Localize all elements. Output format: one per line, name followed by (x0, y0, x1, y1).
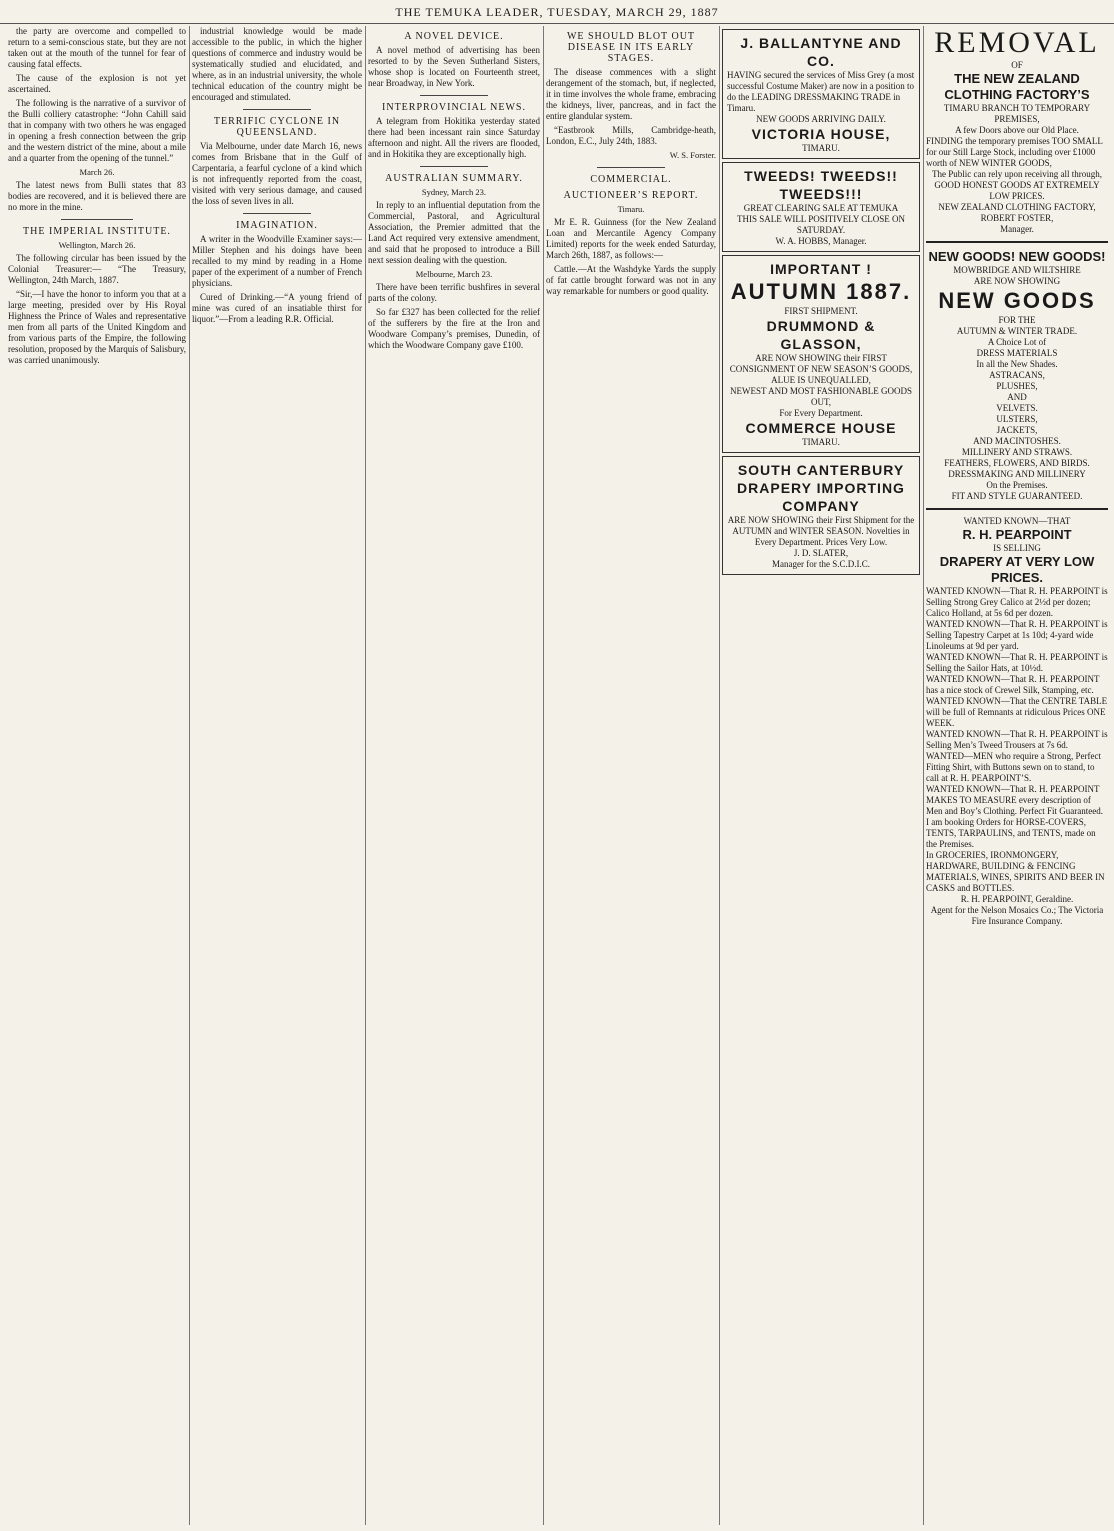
ad-text: In all the New Shades. (976, 359, 1058, 369)
ad-text: DRESSMAKING AND MILLINERY (948, 469, 1086, 479)
ad-text: I am booking Orders for HORSE-COVERS, TENTS, TARPAULINS, and TENTS, made on the Premises. (926, 817, 1096, 849)
ad-heading: REMOVAL (934, 26, 1100, 59)
ad-text: On the Premises. (986, 480, 1048, 490)
article-text: The latest news from Bulli states that 83 bodies are recovered, and it is believed there are no more in the mine. (8, 180, 186, 212)
ad-text: Manager for the S.C.D.I.C. (772, 559, 870, 569)
article-text: So far £327 has been collected for the relief of the sufferers by the fire at the Iron and Woodware Company’s premises, Dunedin, of which the Woodware Company gave £100. (368, 307, 540, 350)
article-heading: COMMERCIAL. (590, 174, 672, 185)
article-text: A novel method of advertising has been resorted to by the Seven Sutherland Sisters, whose shop is located on Fourteenth street, near Broadway, in New York. (368, 45, 540, 88)
ad-heading: SOUTH CANTERBURY DRAPERY IMPORTING COMPANY (737, 462, 905, 514)
ballantyne-ad (722, 29, 920, 159)
article-heading: THE IMPERIAL INSTITUTE. (23, 226, 171, 237)
article-heading: INTERPROVINCIAL NEWS. (382, 102, 526, 113)
ad-text: TIMARU. (802, 143, 840, 153)
ad-text: THIS SALE WILL POSITIVELY CLOSE ON SATURDAY. (736, 214, 905, 235)
ad-text: GREAT CLEARING SALE AT TEMUKA (743, 203, 899, 213)
article-text: Cured of Drinking.—“A young friend of mine was cured of an insatiable thirst for liquor.”—From a leading R.R. Official. (192, 292, 362, 324)
ad-heading: VICTORIA HOUSE, (751, 126, 891, 142)
ad-heading: TWEEDS! TWEEDS!! TWEEDS!!! (744, 168, 898, 202)
ad-heading: J. BALLANTYNE AND CO. (740, 35, 902, 69)
ad-heading: IMPORTANT ! (770, 261, 872, 277)
ad-text: ARE NOW SHOWING (973, 276, 1061, 286)
article-text: The disease commences with a slight derangement of the stomach, but, if neglected, it in time involves the whole frame, embracing the kidneys, liver, pancreas, and in fact the entire glandular system. (546, 67, 716, 121)
article-subheading: AUCTIONEER’S REPORT. (563, 190, 699, 201)
ad-text: The Public can rely upon receiving all through, GOOD HONEST GOODS AT EXTREMELY LOW PRICES. (932, 169, 1102, 201)
ad-text: A Choice Lot of (987, 337, 1047, 347)
ad-text: AND MACINTOSHES. (973, 436, 1061, 446)
article-text: “Eastbrook Mills, Cambridge-heath, London, E.C., July 24th, 1883. (546, 125, 716, 146)
ad-text: WANTED—MEN who require a Strong, Perfect Fitting Shirt, with Buttons sewn on to stand, to call at R. H. PEARPOINT’S. (926, 751, 1101, 783)
article-text: Mr E. R. Guinness (for the New Zealand Loan and Mercantile Agency Company Limited) reports for the week ended Saturday, March 26th, 1887, as follows:— (546, 217, 716, 260)
column-1 (8, 26, 186, 1525)
dateline: March 26. (79, 167, 115, 177)
pearpoint-ad (926, 516, 1108, 927)
article-text: the party are overcome and compelled to return to a semi-conscious state, but they are not taken out at the mouth of the tunnel for fear of causing fatal effects. (8, 26, 186, 69)
ad-text: FEATHERS, FLOWERS, AND BIRDS. (944, 458, 1090, 468)
ad-text: FOR THE (998, 315, 1036, 325)
ad-text: Manager. (1000, 224, 1034, 234)
ad-text: JACKETS, (996, 425, 1038, 435)
ad-text: ARE NOW SHOWING their First Shipment for the AUTUMN and WINTER SEASON. Novelties in Every Department. Prices Very Low. (727, 515, 915, 547)
signature: W. S. Forster. (669, 150, 716, 160)
ad-text: ULSTERS, (996, 414, 1038, 424)
column-2 (192, 26, 362, 1525)
ad-heading: COMMERCE HOUSE (745, 420, 897, 436)
article-heading: WE SHOULD BLOT OUT DISEASE IN ITS EARLY STAGES. (566, 31, 696, 64)
ad-text: A few Doors above our Old Place. (955, 125, 1079, 135)
article-text: Via Melbourne, under date March 16, news comes from Brisbane that in the Gulf of Carpentaria, a fearful cyclone of a kind which is not infrequently reported from the coast, visited with very serious damage, and caused the loss of seven lives in all. (192, 141, 362, 206)
ad-text: WANTED KNOWN—That R. H. PEARPOINT is Selling the Sailor Hats, at 10½d. (926, 652, 1108, 673)
ad-heading: NEW GOODS (938, 288, 1096, 313)
ad-text: IS SELLING (993, 543, 1041, 553)
ad-text: FIRST SHIPMENT. (784, 306, 858, 316)
ad-text: J. D. SLATER, (793, 548, 849, 558)
masthead: THE TEMUKA LEADER, TUESDAY, MARCH 29, 1887 (0, 0, 1114, 24)
ad-text: PLUSHES, (996, 381, 1038, 391)
ad-text: In GROCERIES, IRONMONGERY, HARDWARE, BUILDING & FENCING MATERIALS, WINES, SPIRITS AND BEER IN CASKS and BOTTLES. (926, 850, 1105, 893)
ad-text: WANTED KNOWN—That R. H. PEARPOINT MAKES TO MEASURE every description of Men and Boy’s Clothing. Perfect Fit Guaranteed. (926, 784, 1103, 816)
ad-text: Agent for the Nelson Mosaics Co.; The Victoria Fire Insurance Company. (930, 905, 1104, 926)
ad-text: TIMARU BRANCH TO TEMPORARY PREMISES, (943, 103, 1091, 124)
article-text: The following circular has been issued by the Colonial Treasurer:— “The Treasury, Wellington, 24th March, 1887. (8, 253, 186, 285)
ad-text: HAVING secured the services of Miss Grey (a most successful Costume Maker) are now in a position to do the LEADING DRESSMAKING TRADE in Timaru. (727, 70, 915, 113)
ad-heading: AUTUMN 1887. (730, 279, 912, 304)
article-heading: IMAGINATION. (236, 220, 318, 231)
ad-text: MOWBRIDGE AND WILTSHIRE (953, 265, 1081, 275)
ad-text: ASTRACANS, (989, 370, 1045, 380)
ad-text: FINDING the temporary premises TOO SMALL for our Still Large Stock, including over £1000 worth of NEW WINTER GOODS, (926, 136, 1103, 168)
dateline: Melbourne, March 23. (415, 269, 493, 279)
dateline: Wellington, March 26. (58, 240, 136, 250)
wiltshire-ad (926, 249, 1108, 502)
tweeds-ad (722, 162, 920, 252)
dateline: Timaru. (617, 204, 645, 214)
ad-heading: DRAPERY AT VERY LOW PRICES. (939, 554, 1095, 585)
article-text: A writer in the Woodville Examiner says:—Miller Stephen and his doings have been recalled to my mind by reading in a Home paper of the experiment of a number of French physicians. (192, 234, 362, 288)
article-heading: A NOVEL DEVICE. (404, 31, 504, 42)
ad-heading: NEW GOODS! NEW GOODS! (928, 249, 1106, 264)
ad-text: ROBERT FOSTER, (980, 213, 1054, 223)
ad-text: NEWEST AND MOST FASHIONABLE GOODS OUT, (729, 386, 912, 407)
ad-text: For Every Department. (779, 408, 863, 418)
article-text: industrial knowledge would be made accessible to the public, in which the higher questions of commerce and industry would be systematically studied and elucidated, and where, as in an industrial university, the whole technical education of the country might be encouraged and stimulated. (192, 26, 362, 102)
ad-text: WANTED KNOWN—That R. H. PEARPOINT is Selling Strong Grey Calico at 2½d per dozen; Calico Holland, at 5s 6d per dozen. (926, 586, 1108, 618)
ad-text: AND (1007, 392, 1027, 402)
column-5 (722, 26, 920, 1525)
ad-text: WANTED KNOWN—That the CENTRE TABLE will be full of Remnants at ridiculous Prices ONE WEEK. (926, 696, 1108, 728)
article-heading: AUSTRALIAN SUMMARY. (385, 173, 523, 184)
ad-text: ALUE IS UNEQUALLED, (771, 375, 871, 385)
ad-text: DRESS MATERIALS (976, 348, 1058, 358)
ad-text: NEW ZEALAND CLOTHING FACTORY, (938, 202, 1096, 212)
ad-text: OF (1011, 60, 1023, 70)
ad-heading: THE NEW ZEALAND CLOTHING FACTORY’S (944, 71, 1090, 102)
article-text: Cattle.—At the Washdyke Yards the supply of fat cattle brought forward was not in any way remarkable for numbers or good quality. (546, 264, 716, 296)
ad-text: FIT AND STYLE GUARANTEED. (951, 491, 1083, 501)
article-text: In reply to an influential deputation from the Commercial, Pastoral, and Agricultural Association, the Premier admitted that the Land Act required very extensive amendment, and said that he proposed to introduce a Bill next session dealing with the question. (368, 200, 540, 265)
article-text: The cause of the explosion is not yet ascertained. (8, 73, 186, 94)
south-canterbury-ad (722, 456, 920, 575)
ad-text: NEW GOODS ARRIVING DAILY. (756, 114, 886, 124)
ad-heading: R. H. PEARPOINT (962, 527, 1072, 542)
ad-text: WANTED KNOWN—That R. H. PEARPOINT is Selling Tapestry Carpet at 1s 10d; 4-yard wide Linoleums at 9d per yard. (926, 619, 1108, 651)
ad-text: VELVETS. (996, 403, 1038, 413)
removal-ad (926, 26, 1108, 235)
ad-text: MILLINERY AND STRAWS. (961, 447, 1073, 457)
ad-text: TIMARU. (802, 437, 840, 447)
ad-text: AUTUMN & WINTER TRADE. (956, 326, 1078, 336)
ad-heading: DRUMMOND & GLASSON, (766, 318, 876, 352)
column-6 (926, 26, 1108, 1525)
article-text: The following is the narrative of a survivor of the Bulli colliery catastrophe: “John Cahill said that in company with two others he was engaged in opening a fresh connection between the grip and the western district of the mine, about a mile and a quarter from the opening of the tunnel.” (8, 98, 186, 163)
column-4 (546, 26, 716, 1525)
column-3 (368, 26, 540, 1525)
ad-text: WANTED KNOWN—That R. H. PEARPOINT has a nice stock of Crewel Silk, Stamping, etc. (926, 674, 1100, 695)
ad-text: WANTED KNOWN—That R. H. PEARPOINT is Selling Men’s Tweed Trousers at 7s 6d. (926, 729, 1108, 750)
dateline: Sydney, March 23. (421, 187, 487, 197)
ad-text: ARE NOW SHOWING their FIRST CONSIGNMENT OF NEW SEASON’S GOODS, (729, 353, 913, 374)
article-heading: TERRIFIC CYCLONE IN QUEENSLAND. (213, 116, 341, 138)
ad-text: WANTED KNOWN—THAT (963, 516, 1071, 526)
drummond-ad (722, 255, 920, 453)
article-text: A telegram from Hokitika yesterday stated there had been incessant rain since Saturday afternoon and night. All the rivers are flooded, and in Hokitika they are exceptionally high. (368, 116, 540, 159)
article-text: There have been terrific bushfires in several parts of the colony. (368, 282, 540, 303)
article-text: “Sir,—I have the honor to inform you that at a large meeting, presided over by His Royal Highness the Prince of Wales and representative men from all parts of the United Kingdom and from various parts of the Empire, the following resolution, proposed by the Marquis of Salisbury, was carried unanimously. (8, 289, 186, 365)
ad-text: R. H. PEARPOINT, Geraldine. (960, 894, 1074, 904)
ad-text: W. A. HOBBS, Manager. (775, 236, 867, 246)
